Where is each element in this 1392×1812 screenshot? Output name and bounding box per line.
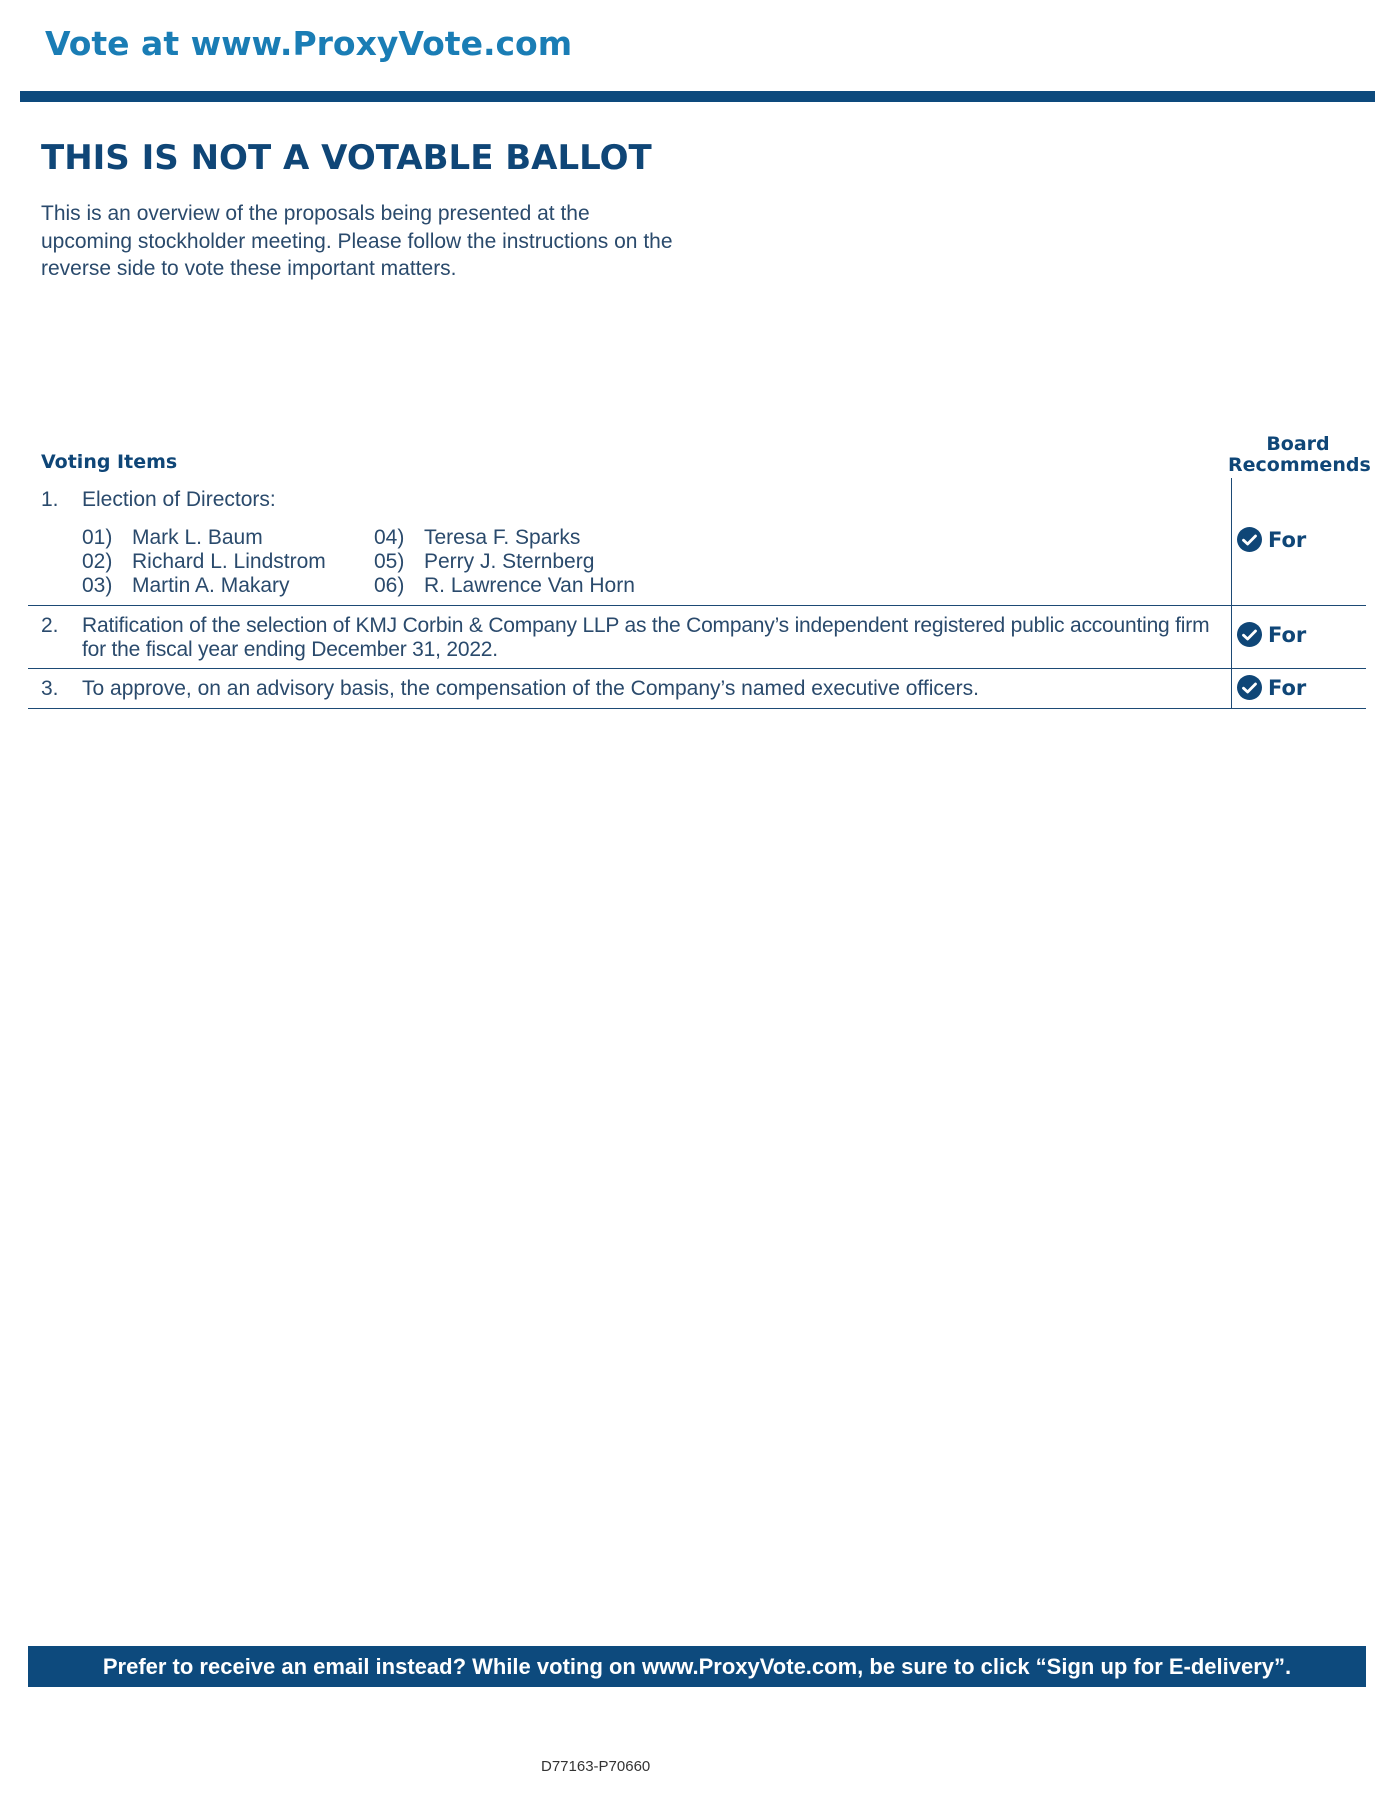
item-1-text: Election of Directors:	[82, 488, 276, 511]
item-3-text: To approve, on an advisory basis, the compensation of the Company’s named executive officers.	[82, 677, 979, 700]
board-recommends-header	[1228, 433, 1371, 476]
vote-link[interactable]: Vote at www.ProxyVote.com	[45, 24, 573, 63]
document-code: D77163-P70660	[541, 1758, 651, 1775]
item-2-text: Ratification of the selection of KMJ Corbin & Company LLP as the Company’s independent registered public accounting firm for the fiscal year ending December 31, 2022.	[82, 614, 1210, 661]
recommendation-label: For	[1268, 527, 1307, 552]
item-1-number: 1.	[41, 488, 59, 511]
intro-text: This is an overview of the proposals being presented at the upcoming stockholder meeting. Please follow the instructions on the reverse side to vote these important matters.	[41, 202, 673, 280]
nominee-number: 01)	[82, 526, 113, 549]
check-circle-icon	[1237, 622, 1262, 647]
item-1-recommendation	[1237, 527, 1306, 552]
item-3-number: 3.	[41, 677, 59, 700]
voting-items-header: Voting Items	[41, 451, 178, 473]
item-3-recommendation	[1237, 675, 1306, 700]
nominee-name: Richard L. Lindstrom	[132, 550, 326, 573]
row-divider	[28, 668, 1366, 669]
nominee-name: Perry J. Sternberg	[424, 550, 595, 573]
check-circle-icon	[1237, 675, 1262, 700]
nominee-number: 06)	[374, 574, 405, 597]
item-2-recommendation	[1237, 622, 1306, 647]
recommendation-label: For	[1268, 675, 1307, 700]
nominee-number: 03)	[82, 574, 113, 597]
nominee-06	[374, 574, 635, 598]
column-divider	[1231, 478, 1232, 709]
nominee-05	[374, 550, 594, 574]
row-divider	[28, 605, 1366, 606]
row-divider	[28, 708, 1366, 709]
board-header-line2: Recommends	[1228, 454, 1371, 476]
nominee-name: Martin A. Makary	[132, 574, 290, 597]
nominee-name: Mark L. Baum	[132, 526, 263, 549]
e-delivery-banner: Prefer to receive an email instead? While voting on www.ProxyVote.com, be sure to click “Sign up for E-delivery”.	[28, 1646, 1366, 1687]
nominee-04	[374, 526, 580, 550]
nominee-03	[82, 574, 290, 598]
nominee-name: Teresa F. Sparks	[424, 526, 581, 549]
nominee-number: 04)	[374, 526, 405, 549]
page-title: THIS IS NOT A VOTABLE BALLOT	[41, 138, 652, 178]
header-rule	[20, 91, 1375, 102]
nominee-01	[82, 526, 263, 550]
nominee-number: 02)	[82, 550, 113, 573]
board-header-line1: Board	[1266, 433, 1330, 455]
nominee-number: 05)	[374, 550, 405, 573]
recommendation-label: For	[1268, 622, 1307, 647]
nominee-name: R. Lawrence Van Horn	[424, 574, 635, 597]
nominee-02	[82, 550, 326, 574]
check-circle-icon	[1237, 527, 1262, 552]
item-2-number: 2.	[41, 614, 59, 637]
